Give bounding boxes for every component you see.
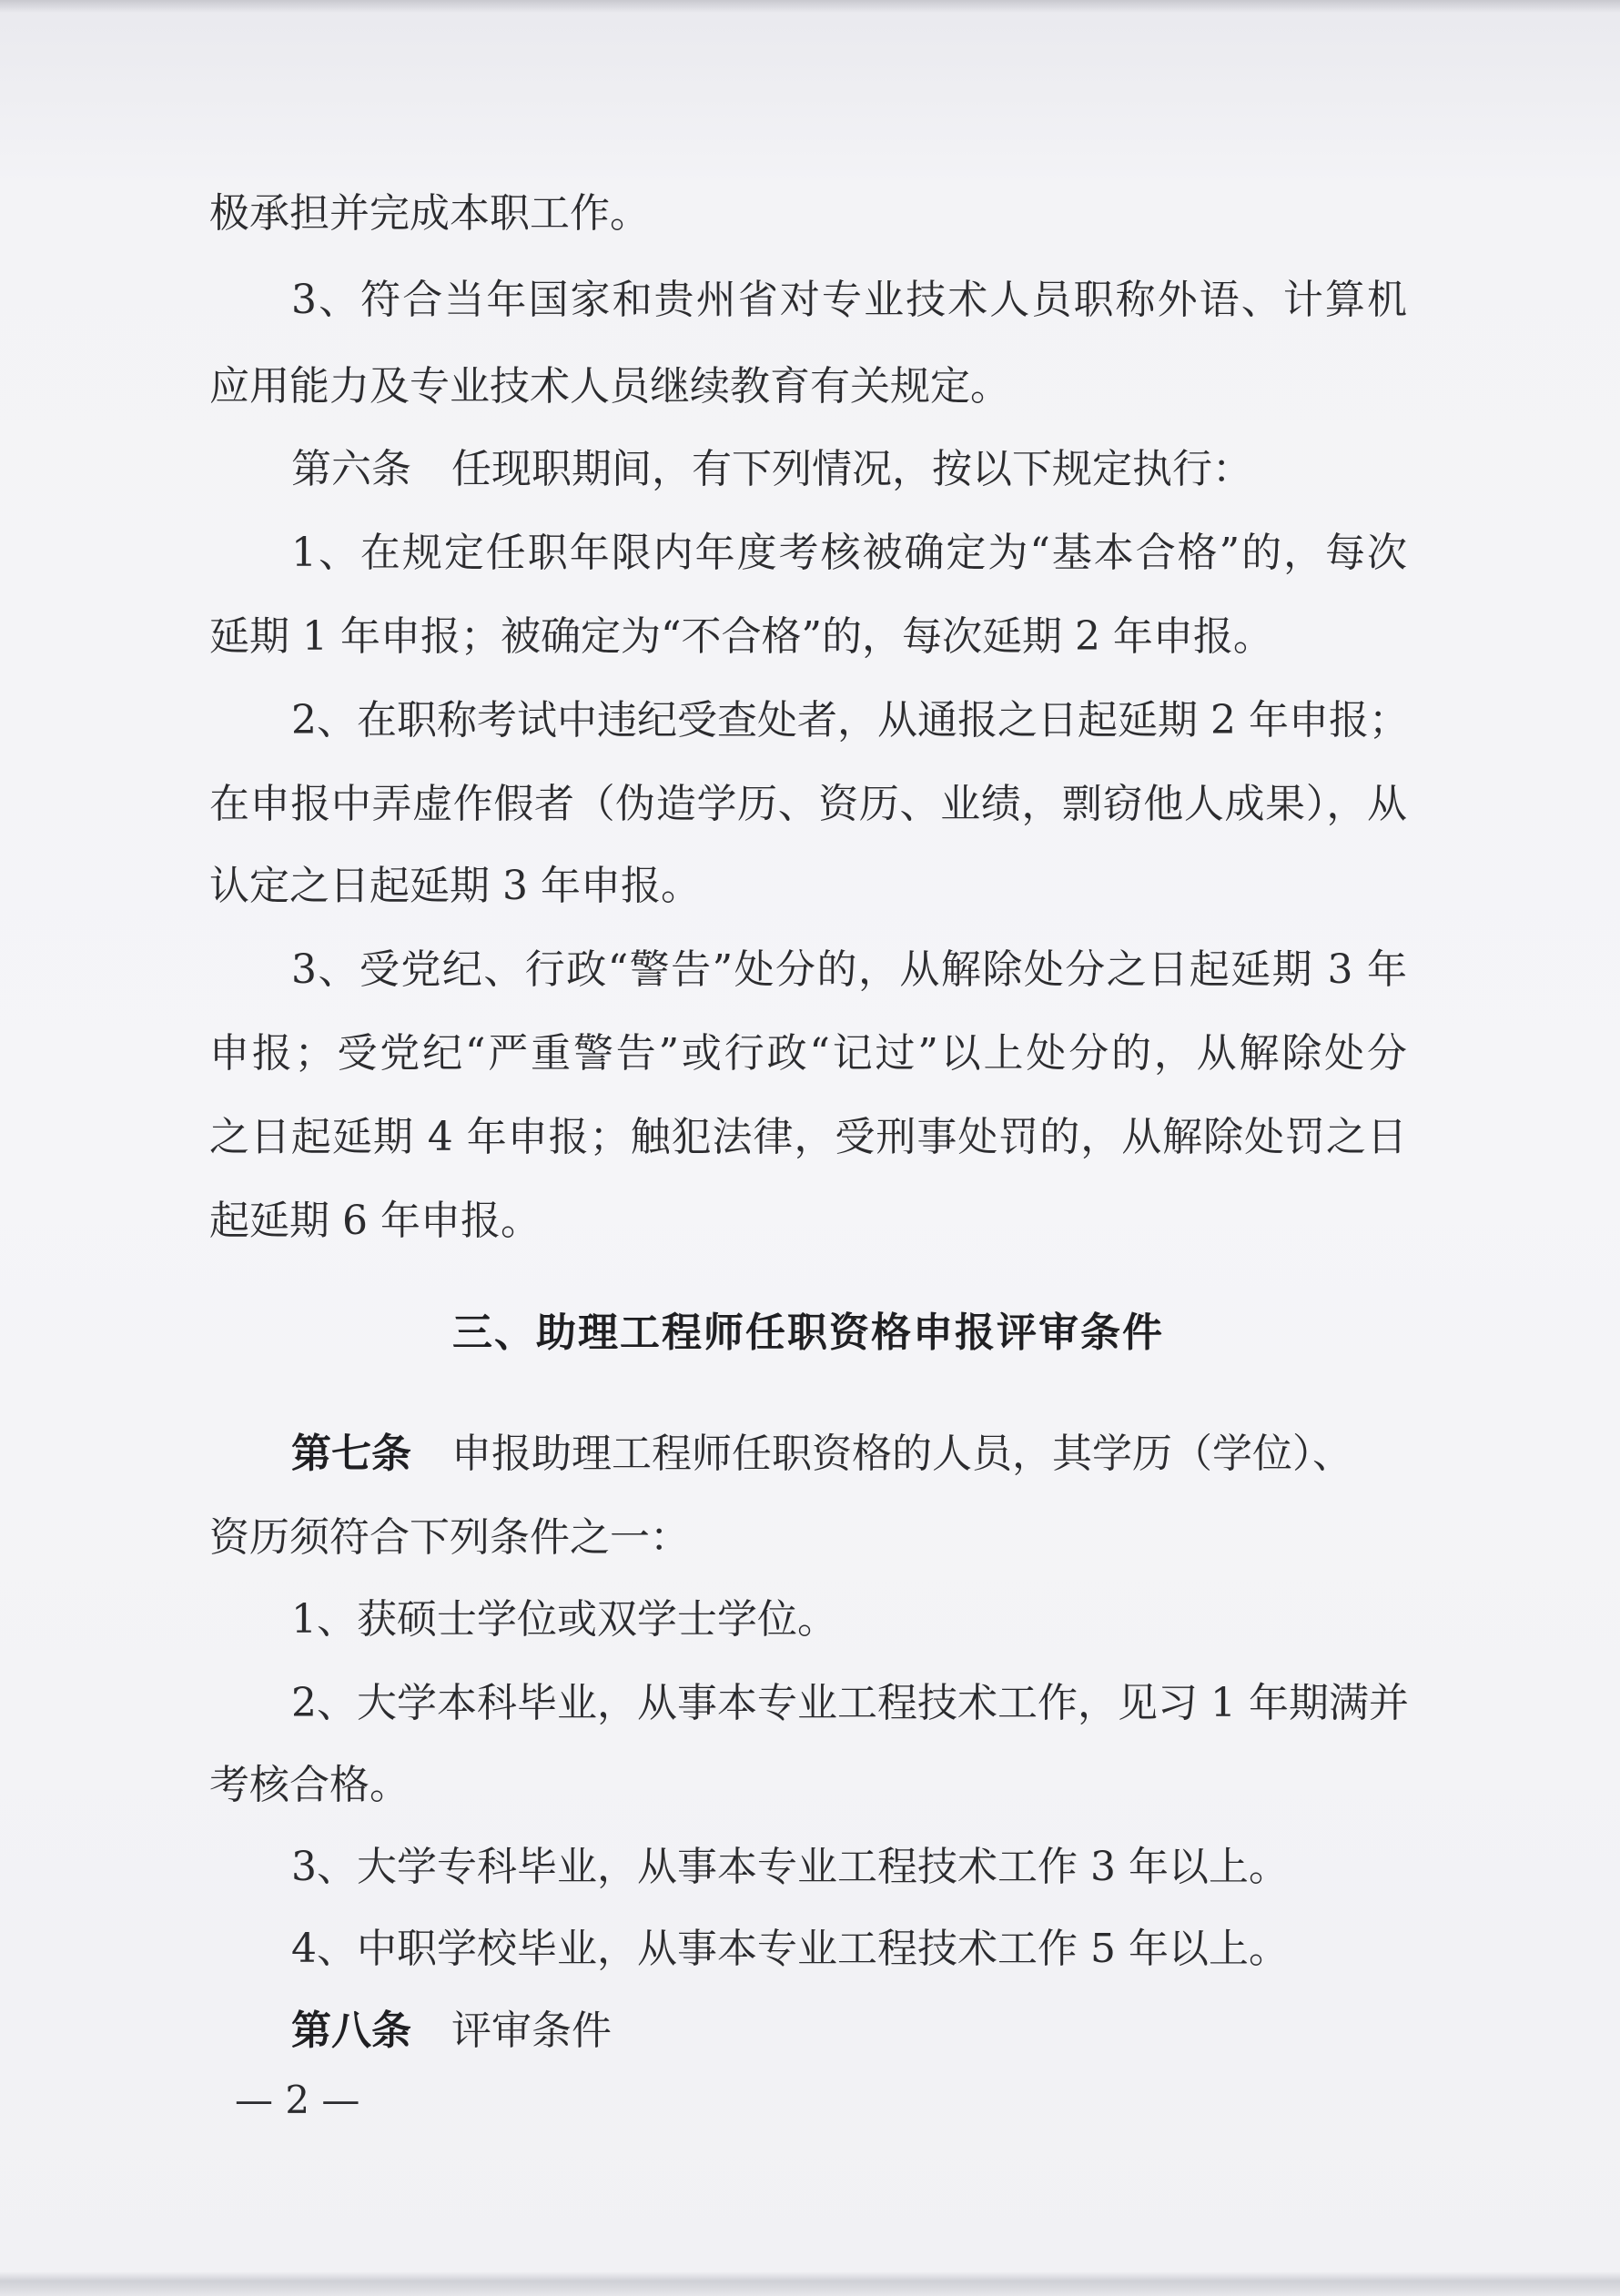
article-label-8: 第八条 [291, 2008, 411, 2054]
text-line: 2、在职称考试中违纪受查处者，从通报之日起延期 2 年申报； [291, 697, 1409, 743]
text-line: 1、在规定任职年限内年度考核被确定为“基本合格”的，每次 [291, 530, 1407, 576]
page-number: — 2 — [235, 2078, 360, 2122]
text-line: 3、符合当年国家和贵州省对专业技术人员职称外语、计算机 [291, 277, 1407, 323]
text-line: 4、中职学校毕业，从事本专业工程技术工作 5 年以上。 [291, 1926, 1289, 1972]
text-line: 之日起延期 4 年申报；触犯法律，受刑事处罚的，从解除处罚之日 [209, 1114, 1407, 1160]
text-line: 资历须符合下列条件之一： [209, 1514, 690, 1561]
text-line: 延期 1 年申报；被确定为“不合格”的，每次延期 2 年申报。 [209, 613, 1273, 660]
text-line: 申报助理工程师任职资格的人员，其学历（学位）、 [451, 1431, 1352, 1477]
article-label-6: 第六条 [291, 446, 411, 492]
text-line: 1、获硕士学位或双学士学位。 [291, 1596, 837, 1643]
text-line: 考核合格。 [209, 1762, 410, 1808]
scan-bottom-edge [0, 2271, 1620, 2296]
text-line: 评审条件 [451, 2008, 612, 2054]
text-line: 认定之日起延期 3 年申报。 [209, 863, 701, 909]
text-line: 2、大学本科毕业，从事本专业工程技术工作，见习 1 年期满并 [291, 1680, 1409, 1726]
article-paragraph [291, 2004, 1407, 2058]
article-label-7: 第七条 [291, 1431, 411, 1477]
scan-top-edge [0, 0, 1620, 13]
text-line: 应用能力及专业技术人员继续教育有关规定。 [209, 363, 1010, 410]
article-paragraph [291, 442, 1407, 497]
section-heading: 三、助理工程师任职资格申报评审条件 [452, 1310, 1162, 1356]
text-line: 任现职期间，有下列情况，按以下规定执行： [451, 446, 1252, 492]
text-line: 3、大学专科毕业，从事本专业工程技术工作 3 年以上。 [291, 1844, 1289, 1890]
article-paragraph [291, 1427, 1407, 1482]
text-line: 起延期 6 年申报。 [209, 1198, 541, 1244]
text-line: 3、受党纪、行政“警告”处分的，从解除处分之日起延期 3 年 [291, 946, 1407, 993]
text-line: 在申报中弄虚作假者（伪造学历、资历、业绩，剽窃他人成果），从 [209, 781, 1407, 827]
text-line: 申报；受党纪“严重警告”或行政“记过”以上处分的，从解除处分 [209, 1030, 1407, 1077]
text-line: 极承担并完成本职工作。 [209, 190, 650, 237]
